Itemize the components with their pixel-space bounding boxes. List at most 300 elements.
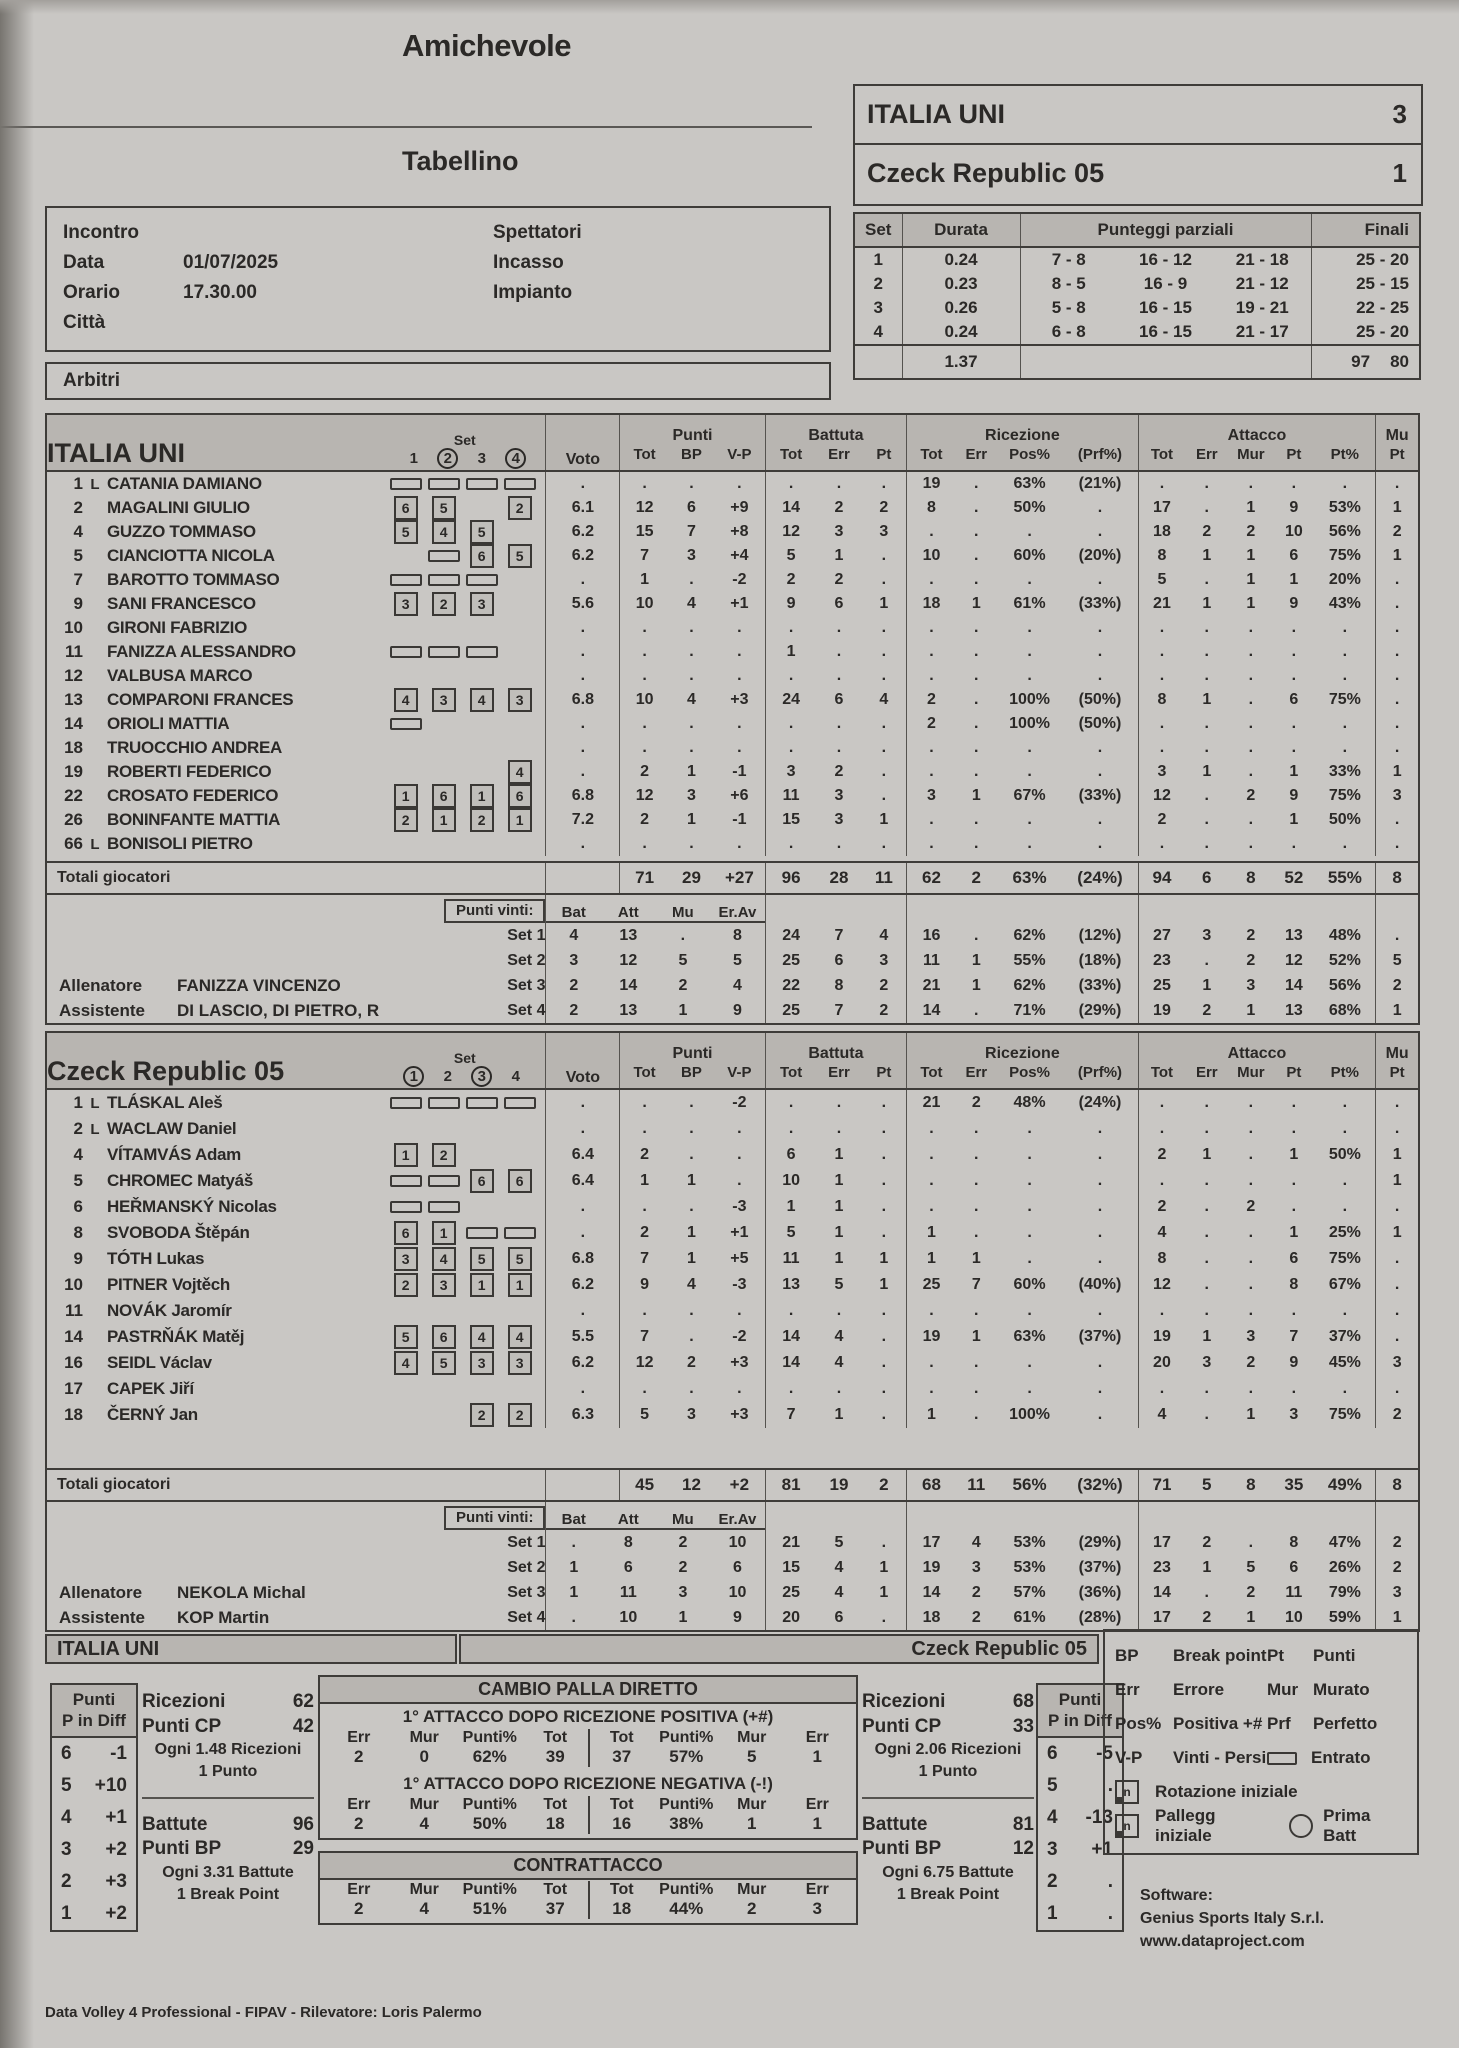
report-title: Tabellino [402,146,519,176]
stat-value: . [1376,832,1419,856]
stat-value: . [881,1328,887,1345]
stat-value: (24%) [1078,1094,1122,1111]
stat-value: 75% [1328,1406,1361,1423]
contrattacco-grid [320,1880,856,1923]
stat-value: 24 [765,688,816,712]
stat-value: . [1204,1120,1209,1137]
set-markers [384,1170,545,1192]
pv-value: 10 [728,1533,747,1551]
grid-col-header: Err [347,1796,371,1813]
total-value: 71 [620,862,669,894]
voto-value: 7.2 [546,808,620,832]
stat-value: 8 [1138,1246,1185,1272]
stat-value: . [1204,1276,1209,1293]
home-sideout-panel [142,1690,314,1905]
pv-value: 4 [733,976,742,994]
player-row [46,1402,1419,1428]
contrattacco-box [318,1851,858,1925]
stat-value: 1 [834,1224,844,1241]
set-stat-value: 17 [907,1530,956,1555]
set-stat-value: 5 [1376,948,1419,973]
stat-value: . [1027,1172,1032,1189]
stat-value: . [1097,1146,1103,1163]
set-duration: 0.24 [902,247,1020,272]
stat-value: . [881,643,887,660]
stat-value: . [974,1406,979,1423]
stat-value: 1 [1246,1406,1256,1423]
stat-value: . [1342,1172,1348,1189]
col-header: Tot [1138,1064,1185,1089]
set-stat-value: 26% [1328,1558,1361,1576]
pv-value: 8 [623,1533,633,1551]
voto-value: . [546,1220,620,1246]
punti-vinti-columns [546,1511,764,1530]
arbitri-label: Arbitri [63,370,120,391]
stat-value: . [974,739,979,756]
stat-value: 60% [1013,547,1046,564]
set-stat-value: (18%) [1078,951,1122,969]
stat-value: 3 [687,787,696,804]
stat-value: . [1204,1406,1209,1423]
grid-value: 2 [354,1899,364,1918]
set-stat-value: 2 [971,1608,981,1626]
set-number-circled: 3 [471,1066,492,1087]
set-markers [384,545,545,567]
player-number: 17 [64,1379,83,1398]
stat-value: 48% [1013,1094,1046,1111]
player-row [46,544,1419,568]
total-value: 2 [862,1469,907,1501]
set-stat-value: 1 [1246,1001,1256,1019]
rotation-start-icon: n [1115,1780,1139,1804]
diff-value: -13 [1085,1806,1113,1828]
totals-label: Totali giocatori [46,862,546,894]
grid-value: 38% [669,1814,704,1833]
grid-col-header: Err [805,1729,829,1746]
stat-value: 2 [1202,523,1212,540]
stat-value: . [907,1298,956,1324]
player-name: TRUOCCHIO ANDREA [107,738,282,757]
stat-value: 2 [1246,787,1256,804]
stat-value: 19 [1138,1324,1185,1350]
set-stat-value: 10 [1284,1608,1303,1626]
legend-desc: Errore [1173,1680,1225,1699]
col-header: Pos% [997,1064,1063,1089]
total-value: +27 [714,862,765,894]
ricezioni-value: 62 [292,1691,314,1712]
set-row-label: Set 2 [507,1558,546,1576]
stat-value: 1 [1289,763,1299,780]
stat-value: 1 [834,1250,844,1267]
setter-start-icon: n [1115,1814,1139,1838]
stat-value: . [907,760,956,784]
start-rotation-marker: 6 [394,496,418,520]
grid-value: 2 [747,1899,757,1918]
stat-value: 12 [1138,784,1185,808]
stat-value: . [1291,1120,1297,1137]
stat-value: . [737,643,742,660]
stat-value: . [1342,835,1348,852]
stat-value: . [689,643,694,660]
stat-value: . [765,832,816,856]
total-value: 71 [1138,1469,1185,1501]
set-stat-value: 18 [907,1605,956,1631]
stat-value: . [1342,739,1348,756]
stat-value: 2 [765,568,816,592]
entered-marker [390,478,422,490]
player-number: 2 [73,498,83,517]
set-stat-value: (12%) [1078,926,1122,944]
team-name: Czeck Republic 05 [46,1032,384,1089]
stat-value: -1 [732,763,747,780]
legend-row [1115,1741,1407,1775]
rotation-number: 3 [61,1838,72,1860]
away-team-stats-table [45,1031,1420,1632]
player-row [46,1194,1419,1220]
set-stat-value: . [1376,923,1419,948]
set-row-label: Set 3 [507,976,546,994]
start-rotation-marker: 5 [394,520,418,544]
home-team-name: ITALIA UNI [867,99,1005,129]
grid-value: 3 [812,1899,822,1918]
stats-header-row [46,1032,1419,1064]
stat-value: . [737,715,742,732]
stat-value: 6 [1289,691,1299,708]
set-markers [384,689,545,711]
set-summary-row [46,1580,1419,1605]
player-number: 22 [64,786,83,805]
stat-value: 1 [1246,571,1256,588]
stat-value: 20 [1138,1350,1185,1376]
stat-value: 67% [1013,787,1046,804]
stat-value: . [1291,835,1297,852]
col-header: Err [1185,1064,1228,1089]
match-info-left [63,218,493,350]
diff-value: +1 [105,1806,127,1828]
set-row-label: Set 1 [507,1533,546,1551]
stat-value: . [1376,688,1419,712]
stat-value: +5 [730,1250,749,1267]
away-summary-bar: Czeck Republic 05 [459,1634,1099,1664]
stat-value: . [689,571,694,588]
entered-marker [390,574,422,586]
grid-value: 2 [354,1814,364,1833]
points-diff-row [1038,1898,1122,1930]
stat-value: . [1027,643,1032,660]
player-name: COMPARONI FRANCES [107,690,294,709]
total-value: 35 [1273,1469,1314,1501]
set-stat-value: 20 [765,1605,816,1631]
player-name: SVOBODA Štěpán [107,1223,250,1242]
set-stat-value: 62% [1013,926,1046,944]
set-stat-value: 25 [1138,973,1185,998]
stat-value: . [1097,739,1103,756]
stat-value: . [907,664,956,688]
stat-value: (50%) [1078,691,1122,708]
stat-value: 1 [687,1250,696,1267]
set-stat-value: 1 [1246,1608,1256,1626]
stat-value: . [1027,619,1032,636]
set-stat-value: 3 [1246,976,1256,994]
stat-value: 9 [1289,1354,1299,1371]
stat-value: (21%) [1078,475,1122,492]
player-name: VÍTAMVÁS Adam [107,1145,242,1164]
stat-value: 53% [1328,499,1361,516]
stat-value: . [1342,667,1348,684]
stat-value: 1 [687,811,696,828]
set-stat-value: 61% [1013,1608,1046,1626]
stat-value: 2 [687,1354,696,1371]
stat-value: . [1027,571,1032,588]
stat-value: 1 [971,1328,981,1345]
set-stat-value: 47% [1328,1533,1361,1551]
stat-value: . [737,667,742,684]
stat-value: . [689,619,694,636]
pv-value: 10 [619,1608,638,1626]
stat-value: 1 [1289,1224,1299,1241]
punti-vinti-values [546,1002,764,1020]
diff-value: . [1107,1902,1113,1924]
set-stat-value: 27 [1138,923,1185,948]
player-row [46,760,1419,784]
player-number: 11 [65,1301,83,1320]
stat-value: 5 [765,544,816,568]
entered-marker [428,478,460,490]
rotation-number: 6 [1047,1742,1058,1764]
pv-value: 10 [728,1583,747,1601]
stat-value: . [1248,715,1254,732]
set-result-row [854,272,1420,296]
stat-value: . [881,1406,887,1423]
start-rotation-marker: 1 [470,784,494,808]
partial-score: 16 - 12 [1139,250,1192,269]
stat-value: 1 [1202,595,1212,612]
stat-value: 1 [1202,1328,1212,1345]
pv-value: 11 [619,1583,637,1601]
stat-value: 1 [1202,547,1212,564]
stat-value: . [620,832,669,856]
set-stat-value: 1 [1202,1558,1212,1576]
stat-value: . [620,616,669,640]
grid-value: 1 [812,1747,822,1766]
pv-value: 1 [678,1608,688,1626]
stat-value: . [1027,1302,1032,1319]
stat-value: . [1291,619,1297,636]
entered-marker [504,1227,536,1239]
stat-value: 1 [879,1276,889,1293]
start-rotation-marker: 1 [394,1143,418,1167]
set-stat-value: 5 [1246,1558,1256,1576]
stat-value: . [974,475,979,492]
legend-abbr: Prf [1267,1714,1291,1733]
parziali-col-header: Punteggi parziali [1020,213,1311,247]
player-name: CAPEK Jiří [107,1379,194,1398]
stat-value: . [881,787,887,804]
stat-value: 10 [1284,523,1303,540]
stat-value: . [689,1094,694,1111]
total-value: 11 [956,1469,997,1501]
stat-value: 1 [1376,760,1419,784]
ricezioni-ratio-note: Ogni 1.48 Ricezioni [154,1741,302,1759]
stat-value: . [1204,1380,1209,1397]
stat-value: . [1248,1276,1254,1293]
total-value: 5 [1185,1469,1228,1501]
set-stat-value: 25 [765,998,816,1024]
partial-score: 21 - 18 [1235,250,1289,269]
total-value: +2 [714,1469,765,1501]
stat-value: . [974,1302,979,1319]
col-header: Pt [862,446,907,471]
stat-value: 14 [765,1324,816,1350]
player-number: 13 [64,690,83,709]
stat-value: . [1097,835,1103,852]
set-markers [384,1144,545,1166]
player-row [46,1246,1419,1272]
stat-value: +8 [730,523,749,540]
pv-col-header: Bat [561,904,586,921]
pv-value: . [571,1533,576,1551]
battute-label: Battute [862,1813,928,1835]
stat-value: . [1097,811,1103,828]
player-number: 19 [64,762,83,781]
set-stat-value: 2 [1246,1583,1256,1601]
set-stat-value: 13 [1284,1001,1303,1019]
stat-value: 1 [1246,547,1256,564]
start-rotation-marker: 3 [508,1351,532,1375]
stat-value: . [737,619,742,636]
set-number: 1 [873,250,883,269]
stat-value: . [1248,475,1254,492]
player-name: TLÁSKAL Aleš [107,1093,223,1112]
start-rotation-marker: 6 [508,1169,532,1193]
set-stat-value: 21 [907,973,956,998]
total-value: 94 [1138,862,1185,894]
set-stat-value: 4 [834,1558,844,1576]
player-row [46,832,1419,856]
data-label: Data [63,252,105,273]
set-duration: 0.24 [902,320,1020,345]
entered-marker [504,478,536,490]
total-value: 2 [956,862,997,894]
set-stat-value: 23 [1138,948,1185,973]
set-markers [384,833,545,855]
pv-value: 5 [733,951,742,969]
stat-value: . [1376,1298,1419,1324]
entered-marker [390,718,422,730]
final-points [1311,345,1420,379]
grid-col-header: Err [347,1729,371,1746]
stat-value: 1 [834,1146,844,1163]
stat-value: 1 [1376,1168,1419,1194]
diff-value: -5 [1096,1742,1113,1764]
rotation-number: 2 [1047,1870,1058,1892]
player-number: 4 [73,522,83,541]
voto-value: 6.2 [546,544,620,568]
partial-score: 5 - 8 [1020,296,1117,320]
set-row-label: Set 2 [507,951,546,969]
stat-value: . [689,739,694,756]
player-name: SANI FRANCESCO [107,594,256,613]
stat-value: 9 [765,592,816,616]
libero-flag: L [90,476,100,493]
competition-title: Amichevole [402,28,572,63]
player-number: 7 [73,570,83,589]
stat-value: 7 [687,523,696,540]
set-table-header [854,213,1420,247]
set-stat-value: 4 [879,926,889,944]
set-stat-value: 8 [834,976,844,994]
stat-value: . [1138,712,1185,736]
stat-value: . [689,667,694,684]
durata-col-header: Durata [902,213,1020,247]
stat-value: . [1027,1224,1032,1241]
stat-value: 1 [1202,763,1212,780]
stat-value: (20%) [1078,547,1122,564]
set-stat-value: 1 [1376,998,1419,1024]
stat-value: +3 [730,1406,749,1423]
diff-value: +2 [105,1838,127,1860]
stat-value: . [765,1116,816,1142]
punti-vinti-label: Punti vinti: [444,1506,546,1530]
start-rotation-marker: 3 [508,688,532,712]
set-stat-value: 71% [1013,1001,1046,1019]
set-stat-value: 57% [1013,1583,1046,1601]
stat-value: 6 [1289,547,1299,564]
match-info-right [493,218,613,350]
set-stat-value: 7 [834,926,844,944]
stat-value: . [765,712,816,736]
stat-value: 75% [1328,547,1361,564]
player-name: CIANCIOTTA NICOLA [107,546,275,565]
player-number: 1 [73,1093,83,1112]
stat-value: . [836,1302,842,1319]
stat-value: -2 [732,1094,747,1111]
set-markers [384,473,545,495]
col-header: Pt% [1314,1064,1375,1089]
rotation-number: 2 [61,1870,72,1892]
set-stat-value: 3 [971,1558,981,1576]
set-stat-value: (29%) [1078,1533,1122,1551]
grid-col-header: Punti% [659,1729,714,1746]
stat-value: . [1097,1406,1103,1423]
legend-row [1115,1806,1407,1845]
stat-value: . [1376,1246,1419,1272]
stat-value: . [1097,643,1103,660]
rotation-number: 6 [61,1742,72,1764]
stat-value: 15 [620,520,669,544]
libero-flag: L [90,836,100,853]
stat-value: . [881,547,887,564]
entered-marker [466,1097,498,1109]
entered-marker [390,1175,422,1187]
home-summary-bar: ITALIA UNI [45,1634,457,1664]
stat-value: . [1027,1198,1032,1215]
stat-value: . [1204,715,1209,732]
stat-value: 3 [1289,1406,1299,1423]
col-header: Err [1185,446,1228,471]
voto-value: 6.2 [546,1350,620,1376]
set-stat-value: 2 [1202,1533,1212,1551]
stat-value: 63% [1013,475,1046,492]
set-stat-value: 55% [1013,951,1046,969]
pv-value: 8 [733,926,742,944]
start-rotation-marker: 5 [470,1247,494,1271]
set-stat-value: 21 [765,1530,816,1555]
player-row [46,520,1419,544]
stat-value: . [1204,571,1209,588]
stat-value: 1 [1246,595,1256,612]
stat-value: 1 [971,787,981,804]
